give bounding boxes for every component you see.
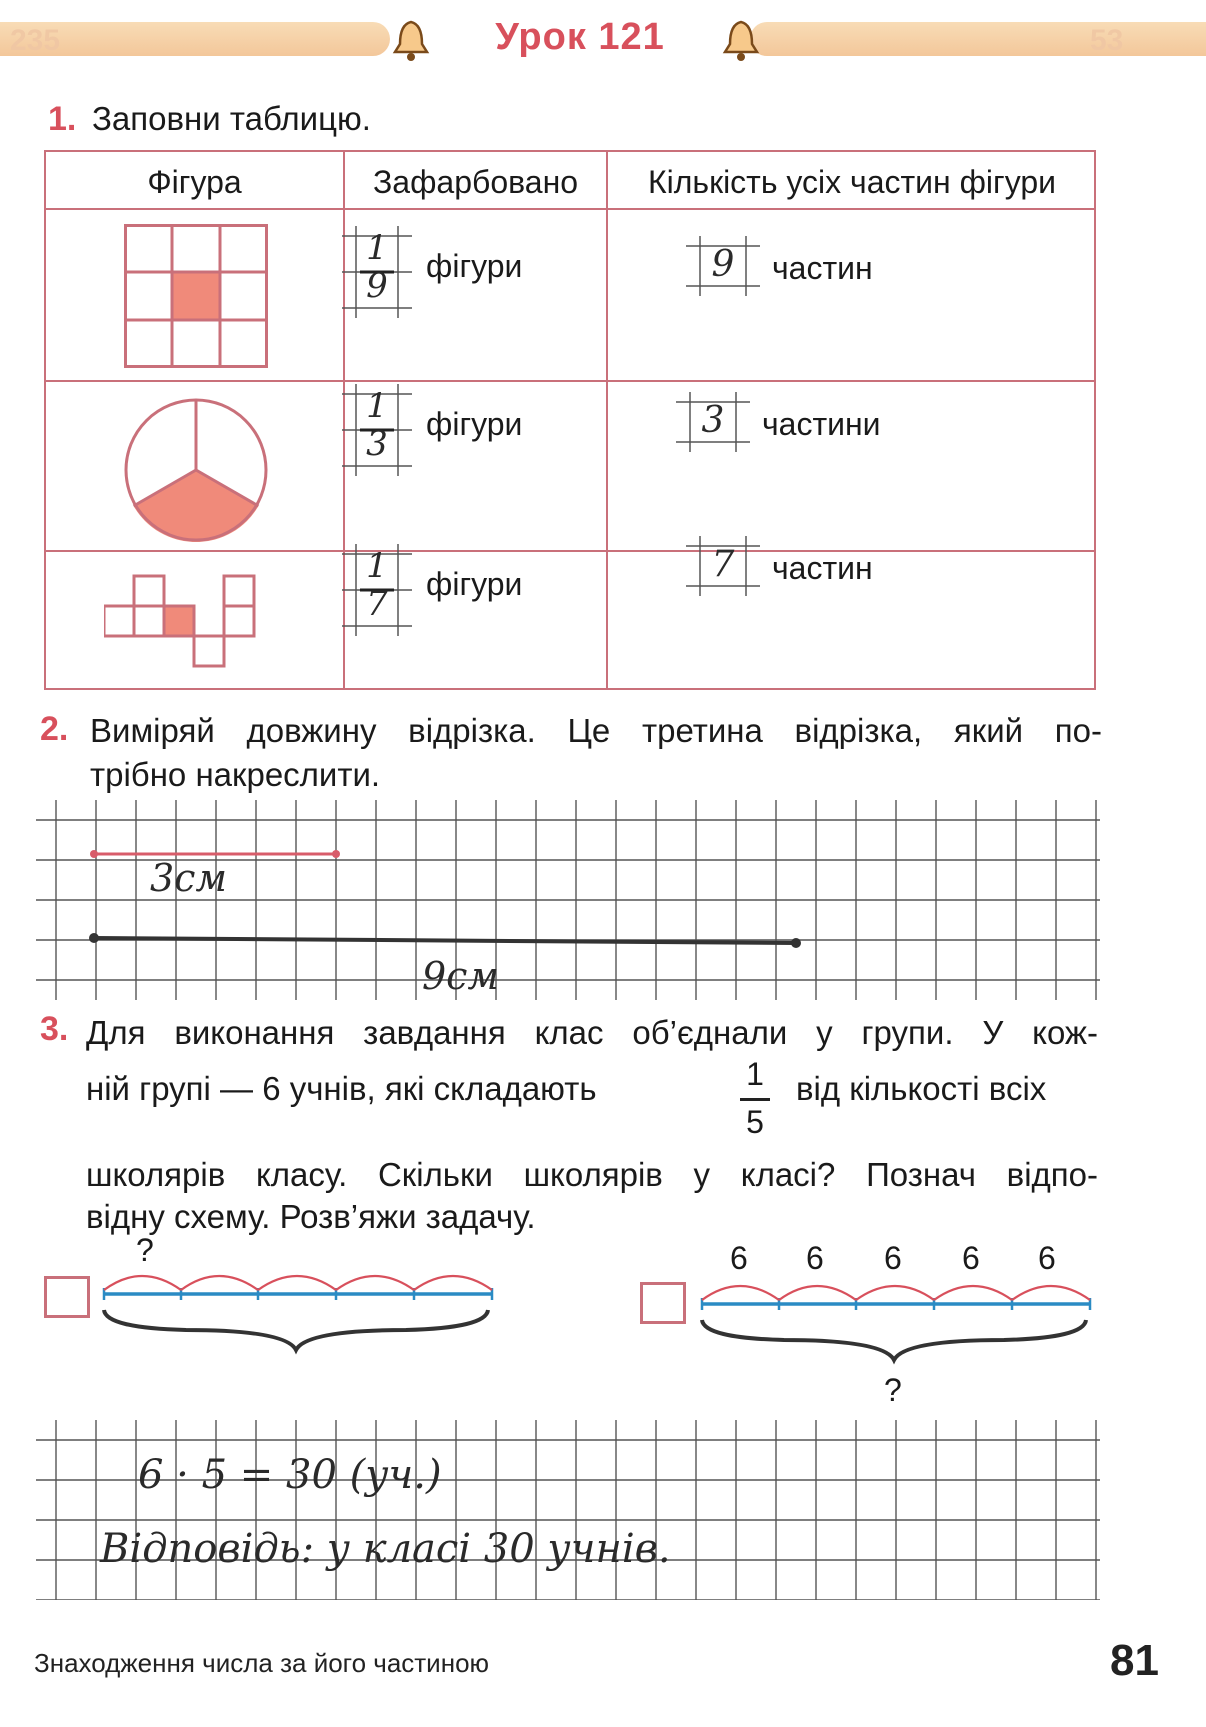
lesson-title: Урок 121 [495,16,665,58]
task3-line3: школярів класу. Скільки школярів у класі? Познач відпо- [86,1156,1098,1193]
task3-line2a: ній групі — 6 учнів, які складають [86,1070,597,1107]
task1-number: 1. [48,100,77,138]
segment-label-short: 3см [150,856,227,900]
page-number: 81 [1110,1636,1159,1685]
task1-text: Заповни таблицю. [92,100,371,137]
group-size: 6 [1038,1240,1056,1276]
parts-count: 7 [711,544,735,585]
bell-icon-left [388,18,434,64]
table-header-parts: Кількість усіх частин фігури [647,164,1057,200]
parts-count: 3 [701,400,725,441]
square-grid-figure [124,224,268,368]
group-size: 6 [962,1240,980,1276]
task3-line2b: від кількості всіх [796,1070,1047,1107]
figure-word: фігури [426,566,523,602]
table-header-shaded: Зафарбовано [372,164,579,200]
fraction-numerator: 1 [366,228,388,268]
schema2-checkbox[interactable] [640,1282,686,1324]
group-size: 6 [884,1240,902,1276]
figure-word: фігури [426,406,523,442]
header-banner-right [750,22,1206,56]
solution-answer: Відповідь: у класі 30 учнів. [100,1526,671,1572]
group-size: 6 [806,1240,824,1276]
task3-number: 3. [40,1010,69,1048]
fraction-numerator: 1 [366,386,388,426]
table-header-figure: Фігура [147,164,242,200]
group-size: 6 [730,1240,748,1276]
task2-number: 2. [40,710,69,748]
schema1-diagram [96,1250,496,1360]
measure-grid [36,800,1100,1000]
schema2-question: ? [884,1372,902,1408]
solution-grid [36,1420,1100,1600]
fraction-denominator: 3 [366,424,388,464]
fraction-denominator: 9 [366,266,388,306]
bell-icon-right [718,18,764,64]
parts-word: частин [772,550,873,586]
fraction-denominator: 5 [746,1104,764,1140]
schema1-checkbox[interactable] [44,1276,90,1318]
schema2-diagram [694,1260,1094,1370]
segment-label-long: 9см [422,954,499,998]
task3-line4: відну схему. Розв’яжи задачу. [86,1198,536,1235]
parts-count: 9 [711,244,735,285]
solution-equation: 6 · 5 = 30 (уч.) [138,1452,442,1498]
left-page-fragment: 235 [10,24,61,57]
fraction-denominator: 7 [366,584,388,624]
parts-word: частини [762,406,881,442]
fraction-numerator: 1 [746,1056,764,1092]
fractions-table [44,150,1096,690]
fraction-numerator: 1 [366,546,388,586]
circle-thirds-figure [124,398,268,542]
task2-line1: Виміряй довжину відрізка. Це третина відрізка, який по- [90,712,1102,749]
figure-word: фігури [426,248,523,284]
schema1-question: ? [136,1232,154,1268]
task2-line2: трібно накреслити. [90,756,381,793]
fraction-bar [740,1098,770,1101]
task3-line1: Для виконання завдання клас об’єднали у групи. У кож- [86,1014,1098,1051]
seven-squares-figure [104,574,260,674]
right-page-fragment: 53 [1090,24,1124,57]
parts-word: частин [772,250,873,286]
footer-topic: Знаходження числа за його частиною [34,1648,490,1678]
